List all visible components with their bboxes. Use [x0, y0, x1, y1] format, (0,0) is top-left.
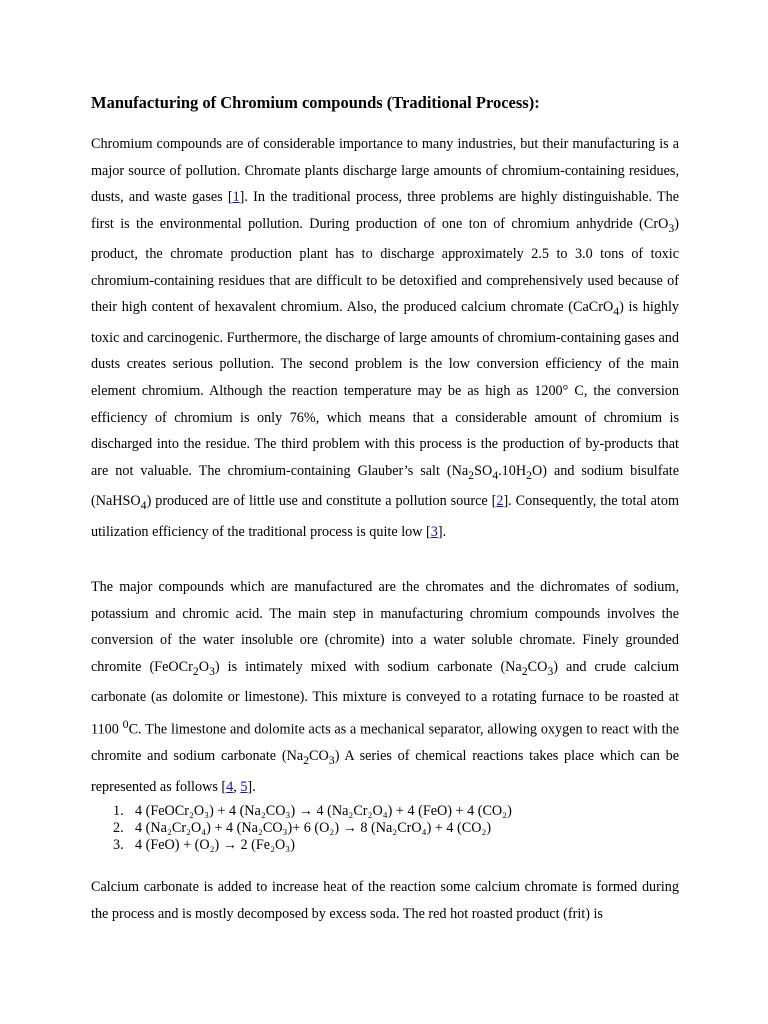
subscript: 2 — [303, 752, 310, 767]
text: ]. — [247, 778, 256, 795]
text: ) is intimately mixed with sodium carbonate (Na — [214, 658, 522, 675]
superscript: 0 — [122, 716, 129, 731]
subscript: 3 — [328, 752, 335, 767]
subscript: 4 — [613, 304, 620, 319]
text: ) produced are of little use and constitute a pollution source [ — [146, 493, 497, 510]
equation-text: 4 (FeOCr₂O₃) + 4 (Na₂CO₃) → 4 (Na₂Cr₂O₄) + 4 (FeO) + 4 (CO₂) — [135, 803, 512, 819]
reference-link-3[interactable]: 3 — [430, 523, 438, 540]
reference-link-4[interactable]: 4 — [226, 778, 234, 795]
subscript: 3 — [208, 663, 215, 678]
paragraph-process — [91, 574, 679, 800]
equation-item — [91, 820, 512, 837]
equation-text: 4 (FeO) + (O₂) → 2 (Fe₂O₃) — [135, 837, 295, 853]
equation-number: 3. — [113, 837, 124, 853]
equation-text: 4 (Na₂Cr₂O₄) + 4 (Na₂CO₃)+ 6 (O₂) → 8 (Na₂CrO₄) + 4 (CO₂) — [135, 820, 492, 836]
subscript: 2 — [468, 467, 475, 482]
subscript: 4 — [492, 467, 499, 482]
text: C. The limestone and dolomite acts as a mechanical separator, allowing oxygen to react with the chromite and sodium carbonate (Na — [91, 721, 679, 765]
text: The major compounds which are manufactured are the chromates and the dichromates of sodium, potassium and chromic acid. The main step in manufacturing chromium compounds involves the conversion of the water insoluble ore (chromite) into a water soluble chromate. Finely grounded chromite (FeOCr — [91, 579, 679, 675]
paragraph-intro — [91, 131, 679, 545]
subscript: 3 — [547, 663, 554, 678]
paragraph-calcium-carbonate: Calcium carbonate is added to increase heat of the reaction some calcium chromate is formed during the process and is mostly decomposed by excess soda. The red hot roasted product (frit) is — [91, 879, 679, 922]
text: O) and sodium bisulfate (NaHSO — [91, 462, 679, 510]
equation-number: 1. — [113, 803, 124, 819]
text: ) A series of chemical reactions takes place which can be represented as follows [ — [91, 748, 680, 795]
text: ]. Consequently, the total atom utilization efficiency of the traditional process is quite low [ — [91, 493, 680, 540]
subscript: 4 — [140, 498, 147, 513]
equation-item — [91, 837, 512, 854]
text: ) and crude calcium carbonate (as dolomite or limestone). This mixture is conveyed to a rotating furnace to be roasted at 1100 — [91, 658, 679, 738]
text: CO — [527, 658, 548, 675]
subscript: 2 — [526, 467, 533, 482]
text: Chromium compounds are of considerable importance to many industries, but their manufacturing is a major source of pollution. Chromate plants discharge large amounts of chromium-containing residues, dusts, and waste gases [ — [91, 136, 679, 206]
text: CO — [309, 748, 329, 765]
text: ]. — [437, 523, 447, 540]
text: ]. In the traditional process, three problems are highly distinguishable. The first is the environmental pollution. During production of one ton of chromium anhydride (CrO — [91, 189, 679, 232]
equation-number: 2. — [113, 820, 124, 836]
text: , — [233, 778, 241, 795]
text: SO — [474, 462, 493, 479]
reference-link-5[interactable]: 5 — [240, 778, 248, 795]
reference-link-2[interactable]: 2 — [496, 493, 504, 510]
page-title: Manufacturing of Chromium compounds (Traditional Process): — [91, 93, 540, 112]
reference-link-1[interactable]: 1 — [232, 189, 240, 206]
subscript: 3 — [668, 220, 675, 235]
text: .10H — [498, 462, 527, 479]
equation-item — [91, 803, 512, 820]
subscript: 2 — [192, 663, 199, 678]
text: ) product, the chromate production plant has to discharge approximately 2.5 to 3.0 tons of toxic chromium-containing residues that are difficult to be detoxified and comprehensively used because of their high content of hexavalent chromium. Also, the produced calcium chromate (CaCrO — [91, 215, 679, 316]
text: O — [198, 658, 209, 675]
equation-list — [91, 803, 512, 854]
subscript: 2 — [521, 663, 528, 678]
text: ) is highly toxic and carcinogenic. Furthermore, the discharge of large amounts of chromium-containing gases and dusts creates serious pollution. The second problem is the low conversion efficiency of the main element chromium. Although the reaction temperature may be as high as 1200° C, the conversion efficiency of chromium is only 76%, which means that a considerable amount of chromium is discharged into the residue. The third problem with this process is the production of by-products that are not valuable. The chromium-containing Glauber’s salt (Na — [91, 299, 679, 479]
